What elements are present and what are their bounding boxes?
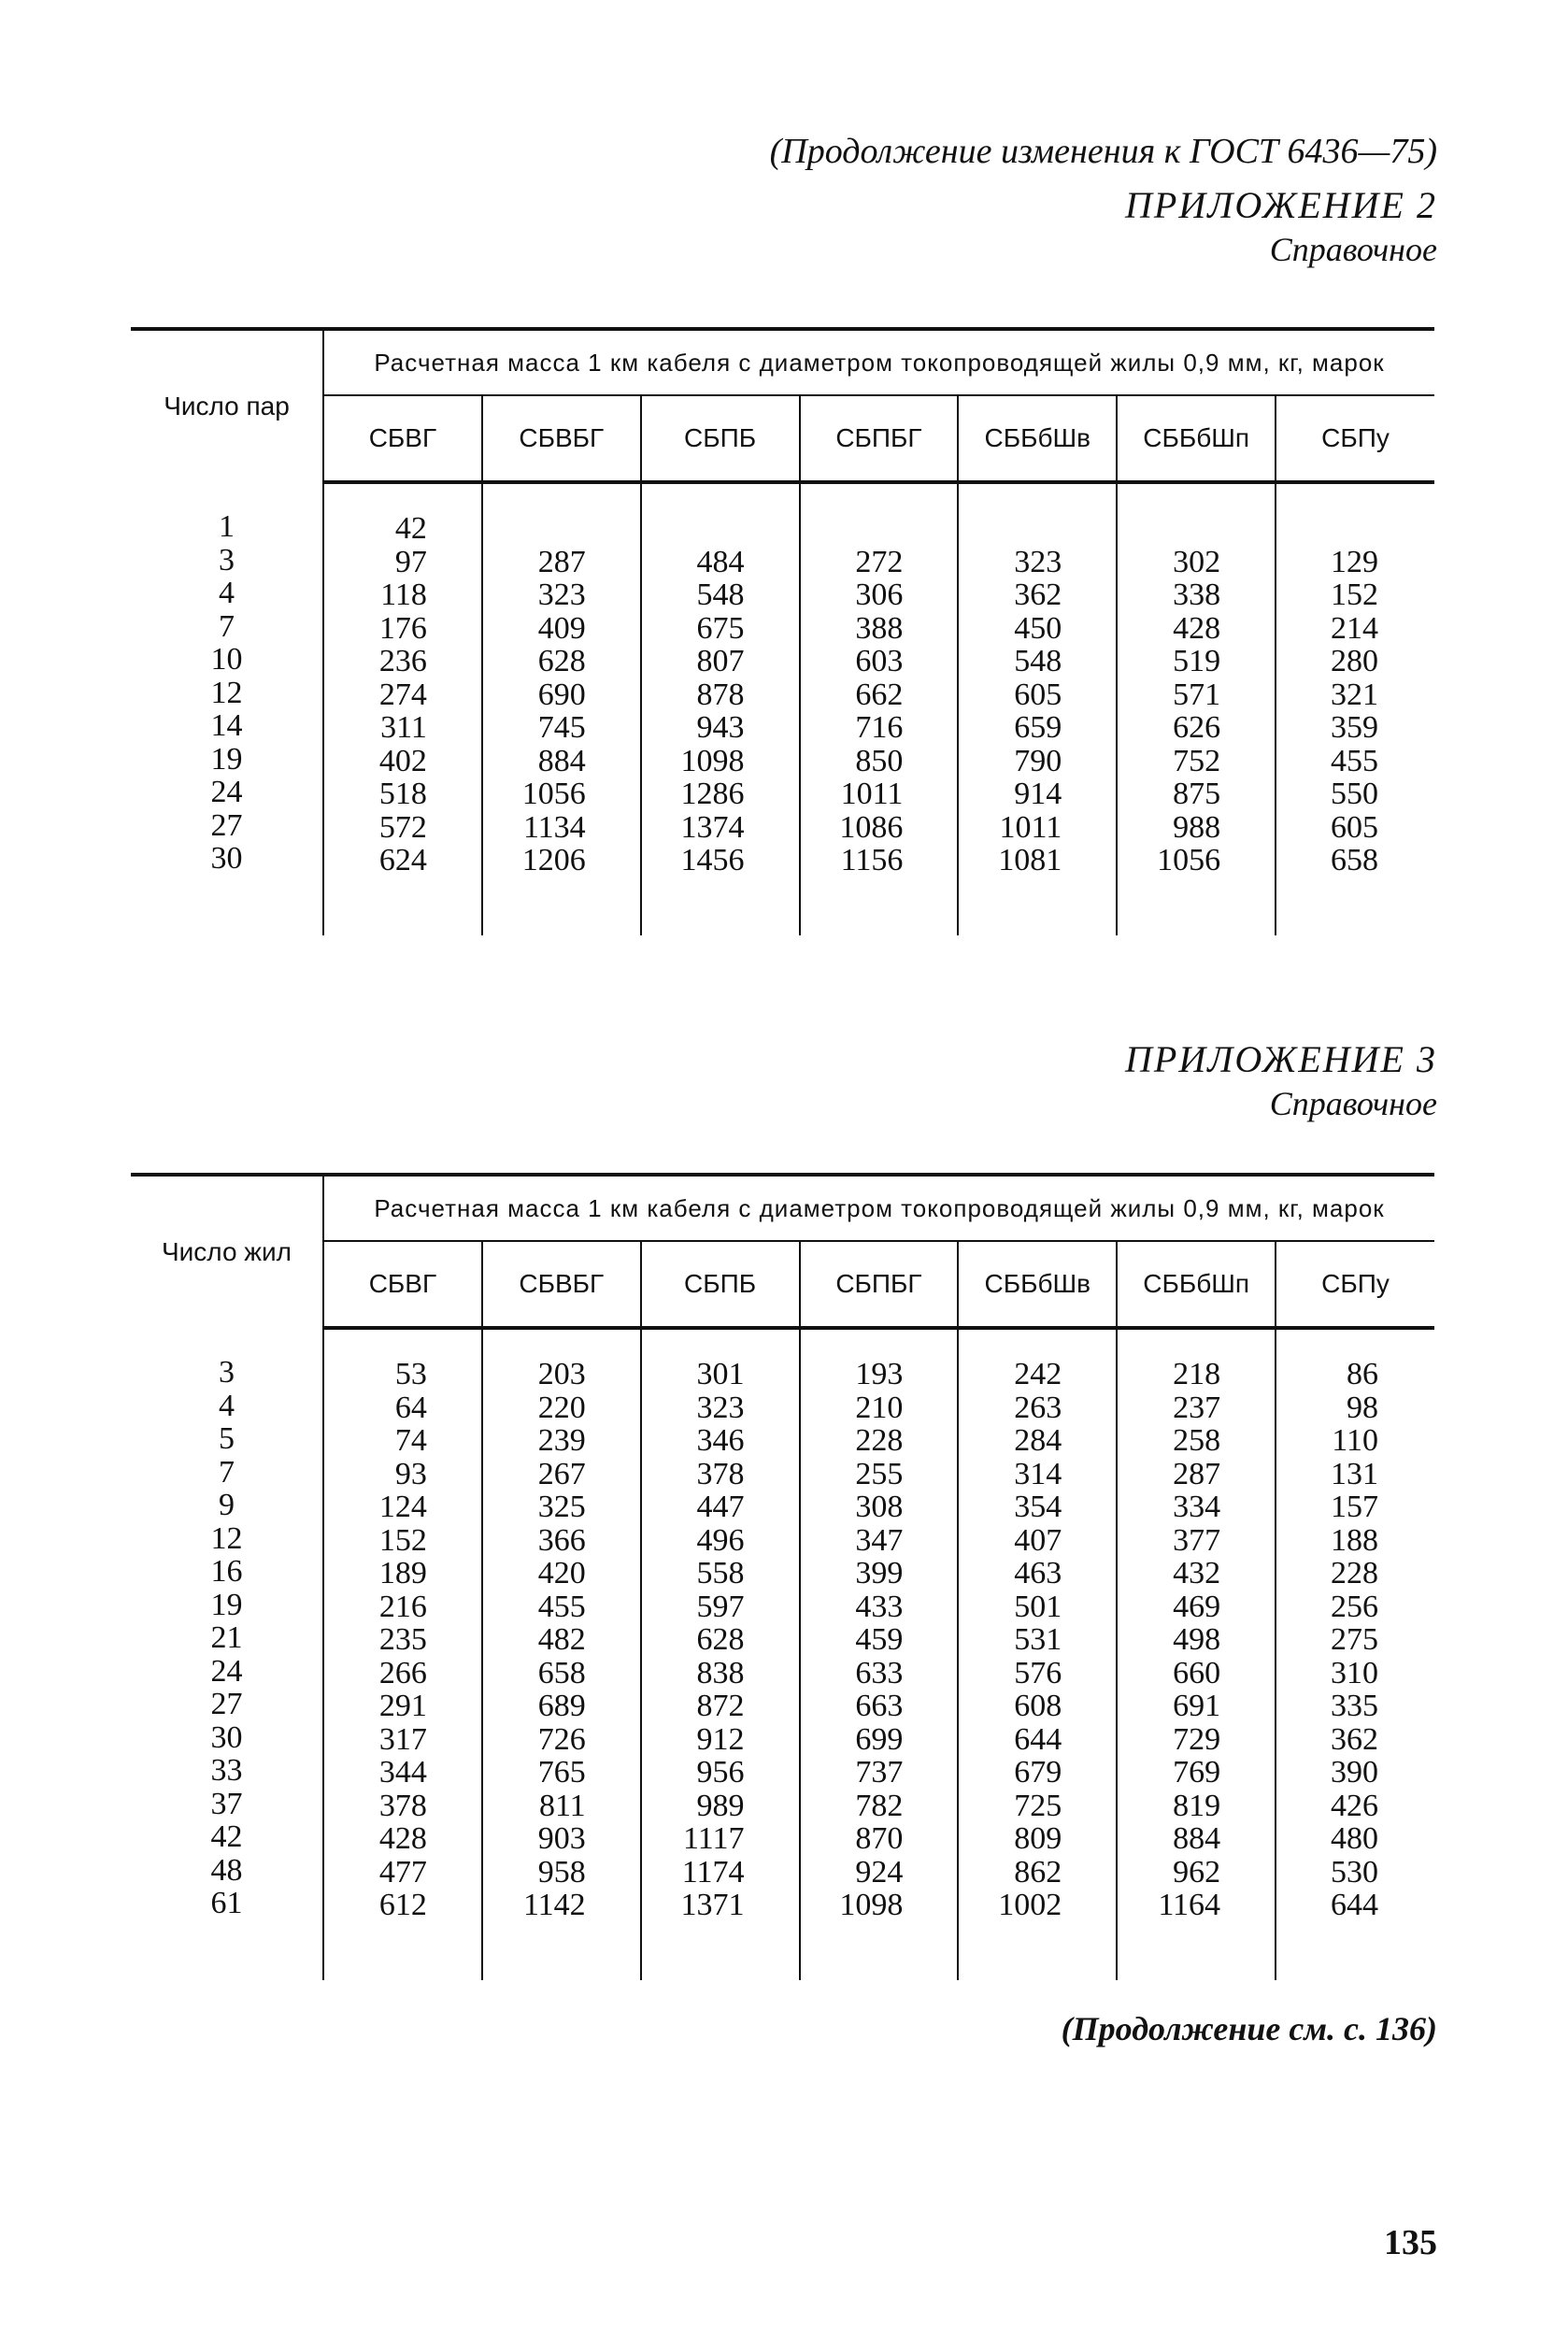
table-cell: 301 [696,1357,745,1391]
table-cell: 228 [1331,1556,1378,1590]
table-cell: 463 [1014,1556,1062,1590]
table-cell: 362 [1014,578,1062,612]
table-cell: 152 [378,1522,427,1558]
table-cell: 258 [1173,1423,1221,1458]
row-number: 27 [210,807,243,843]
column-header: СБПу [1276,1241,1434,1328]
table-cell: 658 [537,1655,586,1690]
table-cell: 210 [855,1390,904,1425]
table-cell: 519 [1173,644,1221,678]
table-cell: 402 [378,743,427,778]
table-cell: 193 [855,1357,904,1391]
table-cell: 110 [1332,1423,1378,1458]
value-column [641,482,800,935]
row-number: 1 [219,509,235,544]
value-column [641,1328,800,1980]
table-cell: 311 [380,710,427,745]
table-cell: 346 [696,1423,745,1458]
table-cell: 790 [1014,743,1062,778]
table-cell: 725 [1014,1788,1062,1823]
row-number: 7 [219,608,235,644]
table-cell: 317 [378,1721,427,1757]
table-cell: 644 [1331,1888,1378,1922]
table-cell: 267 [537,1456,586,1491]
appendix-2-table [131,327,1434,935]
table-cell: 216 [378,1589,427,1624]
table-cell: 131 [1331,1456,1378,1491]
table-cell: 378 [378,1788,427,1823]
table-cell [483,512,586,546]
row-header: Число жил [131,1175,323,1328]
table-cell: 86 [1347,1357,1378,1391]
appendix-3-table [131,1173,1434,1980]
table-cell: 988 [1173,809,1221,845]
table-cell: 603 [855,644,904,678]
table-cell: 455 [1331,743,1378,778]
table-cell: 872 [696,1689,745,1723]
table-cell: 870 [855,1821,904,1856]
table-cell: 548 [1014,644,1062,678]
table-cell: 344 [378,1755,427,1790]
table-cell: 239 [537,1423,586,1458]
column-header: СБВБГ [482,1241,641,1328]
table-cell [1118,512,1220,546]
row-number: 37 [210,1786,243,1821]
table-cell: 432 [1173,1556,1221,1590]
table-cell: 1011 [840,777,904,811]
column-header: СБПБ [641,1241,800,1328]
table-cell: 176 [378,610,427,646]
row-number: 24 [210,1653,243,1689]
table-cell: 691 [1173,1689,1221,1723]
table-cell: 366 [537,1522,586,1558]
table-cell: 1286 [680,777,745,811]
table-cell: 924 [855,1854,904,1890]
table-cell: 496 [696,1522,745,1558]
table-cell: 558 [696,1556,745,1590]
table-cell: 359 [1331,710,1378,745]
table-cell: 862 [1014,1854,1062,1890]
table-cell: 477 [378,1854,427,1890]
appendix-3-subtitle: Справочное [1269,1085,1437,1122]
value-column [958,1328,1117,1980]
table-cell: 255 [855,1456,904,1491]
column-header: СБПБГ [800,1241,959,1328]
table-cell: 306 [855,578,904,612]
table-cell: 308 [855,1490,904,1524]
table-cell: 157 [1331,1490,1378,1524]
table-cell: 633 [855,1655,904,1690]
table-cell: 628 [537,644,586,678]
table-cell: 334 [1173,1490,1221,1524]
table-cell: 1056 [1157,843,1221,877]
table-cell: 64 [394,1390,427,1425]
row-number: 30 [210,841,243,876]
table-cell: 321 [1331,677,1378,712]
continuation-note-bottom: (Продолжение см. с. 136) [1061,2010,1437,2047]
table-cell: 699 [855,1721,904,1757]
value-column [1117,482,1276,935]
value-column [800,482,959,935]
table-cell: 962 [1173,1854,1221,1890]
table-cell: 726 [537,1721,586,1757]
table-cell: 1164 [1158,1888,1221,1922]
row-number: 21 [210,1620,243,1655]
appendix-2-subtitle: Справочное [1269,231,1437,268]
row-number: 9 [219,1488,235,1522]
table-cell: 459 [855,1622,904,1657]
table-cell: 228 [855,1423,904,1458]
table-cell: 943 [696,710,745,745]
table-cell: 659 [1014,710,1062,745]
table-cell: 878 [696,677,745,712]
table-cell: 690 [537,677,586,712]
table-cell: 530 [1331,1854,1378,1890]
table-cell: 399 [855,1556,904,1590]
table-cell: 482 [537,1622,586,1657]
row-number: 12 [210,675,243,710]
column-header: СБПБГ [800,395,959,482]
table-cell: 689 [537,1689,586,1723]
table-cell: 97 [394,544,427,579]
group-header: Расчетная масса 1 км кабеля с диаметром токопроводящей жилы 0,9 мм, кг, марок [323,1175,1434,1241]
table-cell: 218 [1173,1357,1221,1391]
row-number: 61 [210,1886,243,1920]
table-cell: 1134 [522,809,586,845]
table-cell: 118 [380,578,427,612]
table-cell: 450 [1014,610,1062,646]
table-cell: 237 [1173,1390,1221,1425]
table-cell: 1371 [680,1888,745,1922]
row-number: 19 [210,741,243,777]
row-number: 12 [210,1520,243,1556]
table-cell: 782 [855,1788,904,1823]
row-number: 3 [219,1355,235,1390]
table-cell: 420 [537,1556,586,1590]
table-cell: 1011 [999,809,1062,845]
table-cell: 658 [1331,843,1378,877]
value-column [800,1328,959,1980]
table-cell: 811 [538,1788,586,1823]
table-cell: 220 [537,1390,586,1425]
table-cell: 875 [1173,777,1221,811]
table-cell: 675 [696,610,745,646]
table-cell: 1142 [522,1888,586,1922]
table-cell: 809 [1014,1821,1062,1856]
table-cell: 572 [378,809,427,845]
table-cell: 662 [855,677,904,712]
value-column [482,1328,641,1980]
table-cell: 838 [696,1655,745,1690]
row-number: 42 [210,1819,243,1854]
table-cell: 884 [537,743,586,778]
table-cell: 498 [1173,1622,1221,1657]
table-cell: 235 [378,1622,427,1657]
column-header: СБВГ [323,1241,482,1328]
table-cell: 644 [1014,1721,1062,1757]
table-cell: 628 [696,1622,745,1657]
column-header: СБВГ [323,395,482,482]
table-cell: 597 [696,1589,745,1624]
table-cell: 256 [1331,1589,1378,1624]
table-cell: 660 [1173,1655,1221,1690]
table-cell: 608 [1014,1689,1062,1723]
table-cell: 745 [537,710,586,745]
row-number: 10 [210,642,243,677]
table-cell: 388 [855,610,904,646]
appendix-2-title: ПРИЛОЖЕНИЕ 2 [1125,184,1437,226]
table-cell: 302 [1173,544,1221,579]
table-cell: 518 [378,777,427,811]
row-header: Число пар [131,329,323,482]
value-column [1276,1328,1434,1980]
table-cell: 428 [378,1821,427,1856]
table-cell: 1156 [840,843,904,877]
table-cell: 287 [1173,1456,1221,1491]
row-number: 33 [210,1753,243,1788]
table-cell: 42 [394,511,427,546]
value-column [323,482,482,935]
table-cell: 1081 [998,843,1062,877]
table-cell: 314 [1014,1456,1062,1491]
table-cell: 428 [1173,610,1221,646]
column-header: СББбШп [1117,1241,1276,1328]
table-cell: 769 [1173,1755,1221,1790]
table-cell: 912 [696,1721,745,1757]
table-cell: 612 [378,1888,427,1922]
table-cell: 469 [1173,1589,1221,1624]
row-numbers-column [131,482,323,935]
table-cell [959,512,1062,546]
table-cell [642,512,745,546]
table-cell: 455 [537,1589,586,1624]
row-number: 4 [219,576,235,610]
table-cell: 605 [1014,677,1062,712]
row-number: 14 [210,708,243,743]
column-header: СББбШв [958,395,1117,482]
table-cell: 409 [537,610,586,646]
table-cell: 335 [1331,1689,1378,1723]
table-cell: 203 [537,1357,586,1391]
table-cell: 1098 [680,743,745,778]
group-header: Расчетная масса 1 км кабеля с диаметром токопроводящей жилы 0,9 мм, кг, марок [323,329,1434,395]
table-cell: 74 [394,1423,427,1458]
table-cell: 433 [855,1589,904,1624]
table-cell: 501 [1014,1589,1062,1624]
table-cell: 310 [1331,1655,1378,1690]
table-cell: 323 [537,578,586,612]
table-cell: 1098 [839,1888,904,1922]
value-column [482,482,641,935]
table-cell: 152 [1331,578,1378,612]
row-number: 16 [210,1554,243,1589]
table-cell: 484 [696,544,745,579]
table-cell: 531 [1014,1622,1062,1657]
table-cell [1276,512,1378,546]
row-numbers-column [131,1328,323,1980]
table-cell: 1456 [680,843,745,877]
table-cell: 362 [1331,1721,1378,1757]
table-cell: 377 [1173,1522,1221,1558]
table-cell: 480 [1331,1821,1378,1856]
table-cell: 323 [1014,544,1062,579]
table-cell: 605 [1331,809,1378,845]
table-cell: 663 [855,1689,904,1723]
table-cell: 263 [1014,1390,1062,1425]
table-cell: 956 [696,1755,745,1790]
table-cell: 338 [1173,578,1221,612]
table-cell: 752 [1173,743,1221,778]
table-cell: 275 [1331,1622,1378,1657]
row-number: 7 [219,1454,235,1490]
table-cell: 447 [696,1490,745,1524]
row-number: 19 [210,1587,243,1622]
table-cell: 188 [1331,1522,1378,1558]
column-header: СБПу [1276,395,1434,482]
table-cell: 576 [1014,1655,1062,1690]
page-number: 135 [1384,2223,1437,2262]
table-cell: 53 [394,1357,427,1391]
row-number: 4 [219,1388,235,1423]
table-cell: 903 [537,1821,586,1856]
table-cell: 679 [1014,1755,1062,1790]
table-cell: 626 [1173,710,1221,745]
column-header: СБВБГ [482,395,641,482]
table-cell: 624 [378,843,427,877]
row-number: 48 [210,1852,243,1888]
table-cell: 291 [378,1689,427,1723]
table-cell: 274 [378,677,427,712]
table-cell: 1174 [681,1854,745,1890]
table-cell: 98 [1347,1390,1378,1425]
table-cell: 93 [394,1456,427,1491]
table-cell: 390 [1331,1755,1378,1790]
table-cell: 850 [855,743,904,778]
table-cell: 1056 [521,777,586,811]
table-cell: 378 [696,1456,745,1491]
table-cell: 958 [537,1854,586,1890]
table-cell: 884 [1173,1821,1221,1856]
table-cell: 1206 [521,843,586,877]
table-cell: 236 [378,644,427,678]
table-cell: 548 [696,578,745,612]
table-cell: 1002 [998,1888,1062,1922]
continuation-note-top: (Продолжение изменения к ГОСТ 6436—75) [769,132,1437,171]
value-column [958,482,1117,935]
table-cell: 280 [1331,644,1378,678]
table-cell: 284 [1014,1423,1062,1458]
column-header: СББбШп [1117,395,1276,482]
table-cell: 347 [855,1522,904,1558]
table-cell: 716 [855,710,904,745]
table-cell: 189 [378,1556,427,1590]
table-cell: 819 [1173,1788,1221,1823]
table-cell: 266 [378,1655,427,1690]
table-cell: 426 [1331,1788,1378,1823]
value-column [1276,482,1434,935]
table-cell: 729 [1173,1721,1221,1757]
value-column [323,1328,482,1980]
table-cell: 1117 [683,1821,745,1856]
table-cell: 124 [378,1490,427,1524]
table-cell: 323 [696,1390,745,1425]
row-number: 27 [210,1687,243,1721]
column-header: СБПБ [641,395,800,482]
table-cell: 571 [1173,677,1221,712]
table-cell: 407 [1014,1522,1062,1558]
table-cell: 214 [1331,610,1378,646]
value-column [1117,1328,1276,1980]
table-cell: 989 [696,1788,745,1823]
table-cell: 242 [1014,1357,1062,1391]
row-number: 3 [219,542,235,578]
table-cell: 325 [537,1490,586,1524]
table-cell: 287 [537,544,586,579]
table-cell: 737 [855,1755,904,1790]
table-cell: 1086 [839,809,904,845]
table-cell [801,512,904,546]
column-header: СББбШв [958,1241,1117,1328]
table-cell: 807 [696,644,745,678]
table-cell: 765 [537,1755,586,1790]
table-cell: 914 [1014,777,1062,811]
row-number: 30 [210,1719,243,1755]
row-number: 24 [210,775,243,809]
table-cell: 129 [1331,544,1378,579]
table-cell: 272 [855,544,904,579]
table-cell: 1374 [680,809,745,845]
appendix-3-title: ПРИЛОЖЕНИЕ 3 [1125,1038,1437,1080]
table-cell: 550 [1331,777,1378,811]
row-number: 5 [219,1421,235,1456]
table-cell: 354 [1014,1490,1062,1524]
